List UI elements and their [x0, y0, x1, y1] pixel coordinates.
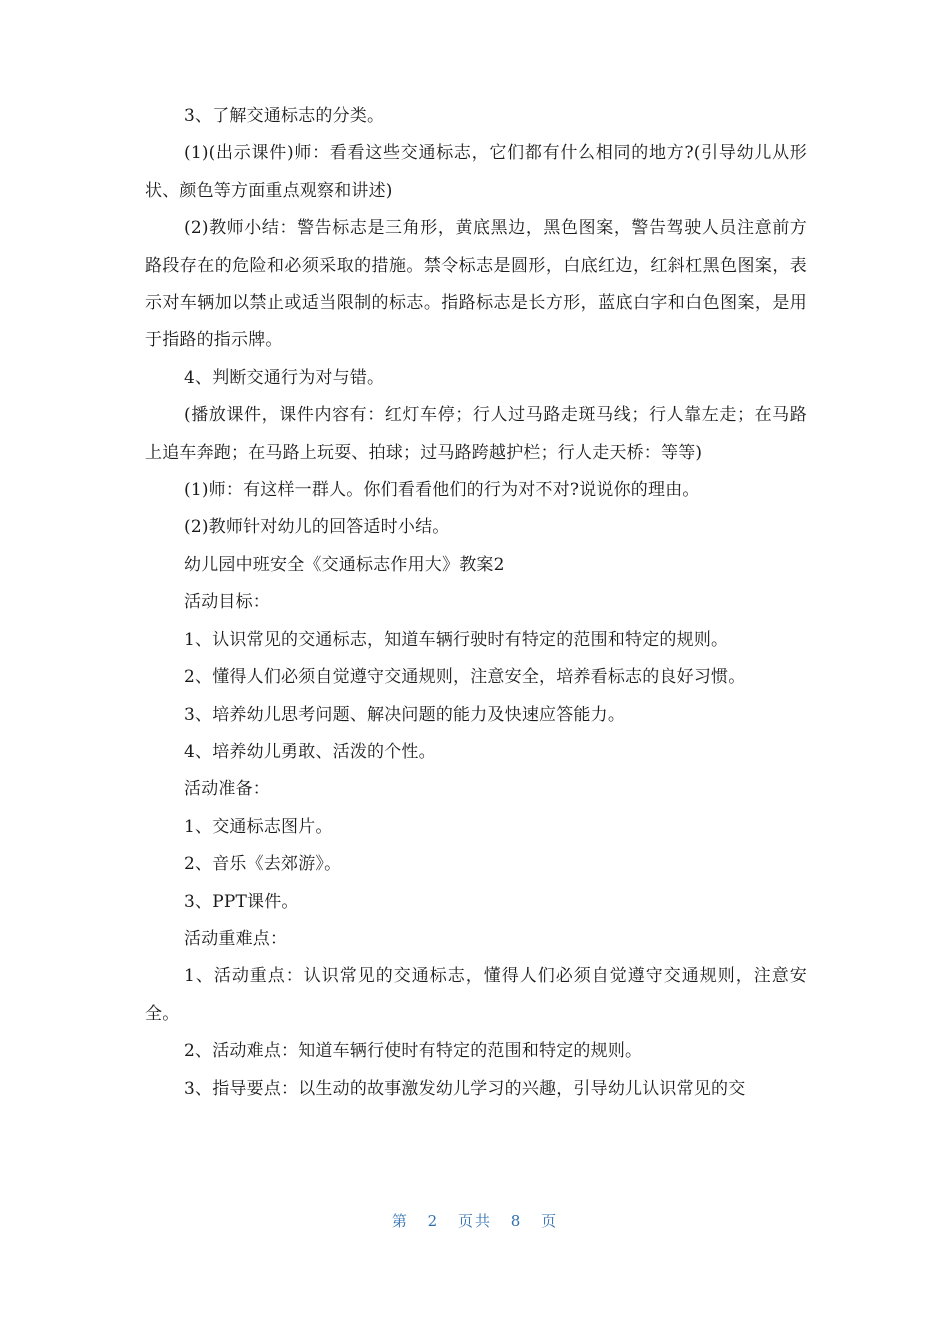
list-item: 3、PPT课件。: [184, 891, 299, 912]
section-title: 幼儿园中班安全《交通标志作用大》教案2: [184, 554, 505, 575]
list-item: 2、活动难点：知道车辆行使时有特定的范围和特定的规则。: [184, 1041, 643, 1062]
list-item: 1、认识常见的交通标志，知道车辆行驶时有特定的范围和特定的规则。: [184, 629, 729, 650]
page-number-footer: 第 2 页共 8 页: [391, 1212, 559, 1230]
list-item: 2、懂得人们必须自觉遵守交通规则，注意安全，培养看标志的良好习惯。: [184, 667, 746, 688]
list-item: 1、活动重点：认识常见的交通标志，懂得人们必须自觉遵守交通规则，注意安全。: [145, 966, 807, 1024]
paragraph: (2)教师小结：警告标志是三角形，黄底黑边，黑色图案，警告驾驶人员注意前方路段存在的危险和必须采取的措施。禁令标志是圆形，白底红边，红斜杠黑色图案，表示对车辆加以禁止或适当限制的标志。指路标志是长方形，蓝底白字和白色图案，是用于指路的指示牌。: [145, 218, 807, 351]
section-heading: 活动准备：: [184, 779, 270, 800]
list-item: 3、指导要点：以生动的故事激发幼儿学习的兴趣，引导幼儿认识常见的交: [184, 1078, 746, 1099]
paragraph: 4、判断交通行为对与错。: [184, 367, 385, 388]
paragraph: (1)(出示课件)师：看看这些交通标志，它们都有什么相同的地方?(引导幼儿从形状、颜色等方面重点观察和讲述): [145, 143, 807, 201]
list-item: 1、交通标志图片。: [184, 816, 333, 837]
list-item: 4、培养幼儿勇敢、活泼的个性。: [184, 741, 436, 762]
list-item: 3、培养幼儿思考问题、解决问题的能力及快速应答能力。: [184, 704, 626, 725]
paragraph: 3、了解交通标志的分类。: [184, 106, 385, 126]
document-body: [145, 98, 807, 1108]
paragraph: (2)教师针对幼儿的回答适时小结。: [184, 517, 450, 538]
section-heading: 活动目标：: [184, 592, 270, 613]
paragraph: (播放课件，课件内容有：红灯车停；行人过马路走斑马线；行人靠左走；在马路上追车奔跑；在马路上玩耍、拍球；过马路跨越护栏；行人走天桥：等等): [145, 405, 807, 463]
section-heading: 活动重难点：: [184, 928, 288, 949]
list-item: 2、音乐《去郊游》。: [184, 854, 342, 875]
paragraph: (1)师：有这样一群人。你们看看他们的行为对不对?说说你的理由。: [184, 480, 700, 501]
